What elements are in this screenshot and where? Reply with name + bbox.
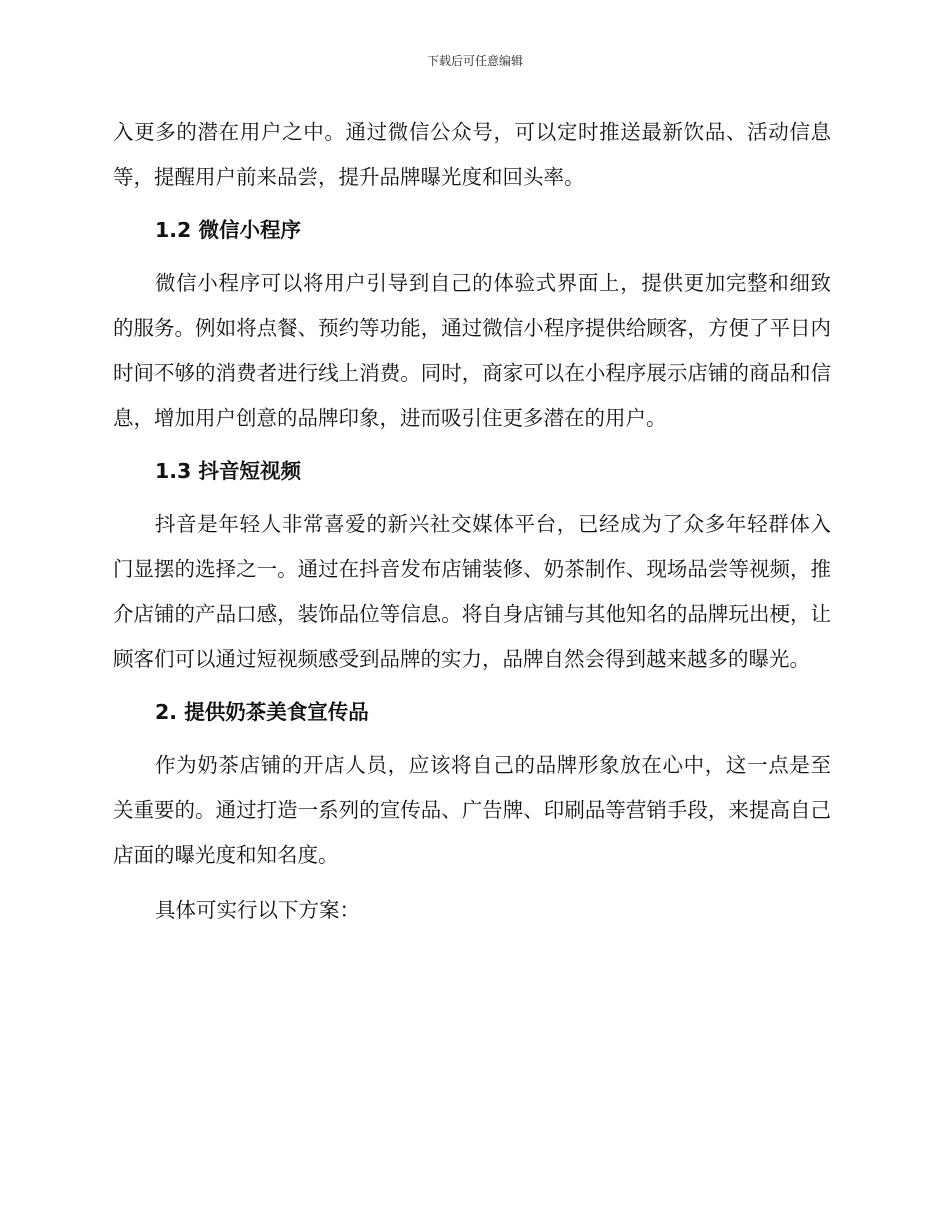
intro-paragraph: 入更多的潜在用户之中。通过微信公众号，可以定时推送最新饮品、活动信息等，提醒用户前来品尝，提升品牌曝光度和回头率。: [113, 120, 831, 189]
section-heading-1-2: 1.2 微信小程序: [155, 218, 301, 242]
plan-intro-paragraph: 具体可实行以下方案：: [155, 898, 360, 922]
paragraph-1-3: 抖音是年轻人非常喜爱的新兴社交媒体平台，已经成为了众多年轻群体入门显摆的选择之一。通过在抖音发布店铺装修、奶茶制作、现场品尝等视频，推介店铺的产品口感，装饰品位等信息。将自身店铺与其他知名的品牌玩出梗，让顾客们可以通过短视频感受到品牌的实力，品牌自然会得到越来越多的曝光。: [113, 512, 831, 671]
section-heading-1-3: 1.3 抖音短视频: [155, 459, 301, 483]
paragraph-1-2: 微信小程序可以将用户引导到自己的体验式界面上，提供更加完整和细致的服务。例如将点餐、预约等功能，通过微信小程序提供给顾客，方便了平日内时间不够的消费者进行线上消费。同时，商家可以在小程序展示店铺的商品和信息，增加用户创意的品牌印象，进而吸引住更多潜在的用户。: [113, 271, 831, 430]
page-header: 下载后可任意编辑: [426, 54, 523, 68]
paragraph-2: 作为奶茶店铺的开店人员，应该将自己的品牌形象放在心中，这一点是至关重要的。通过打造一系列的宣传品、广告牌、印刷品等营销手段，来提高自己店面的曝光度和知名度。: [113, 753, 831, 867]
section-heading-2: 2. 提供奶茶美食宣传品: [155, 700, 369, 724]
document-body: [113, 110, 831, 933]
